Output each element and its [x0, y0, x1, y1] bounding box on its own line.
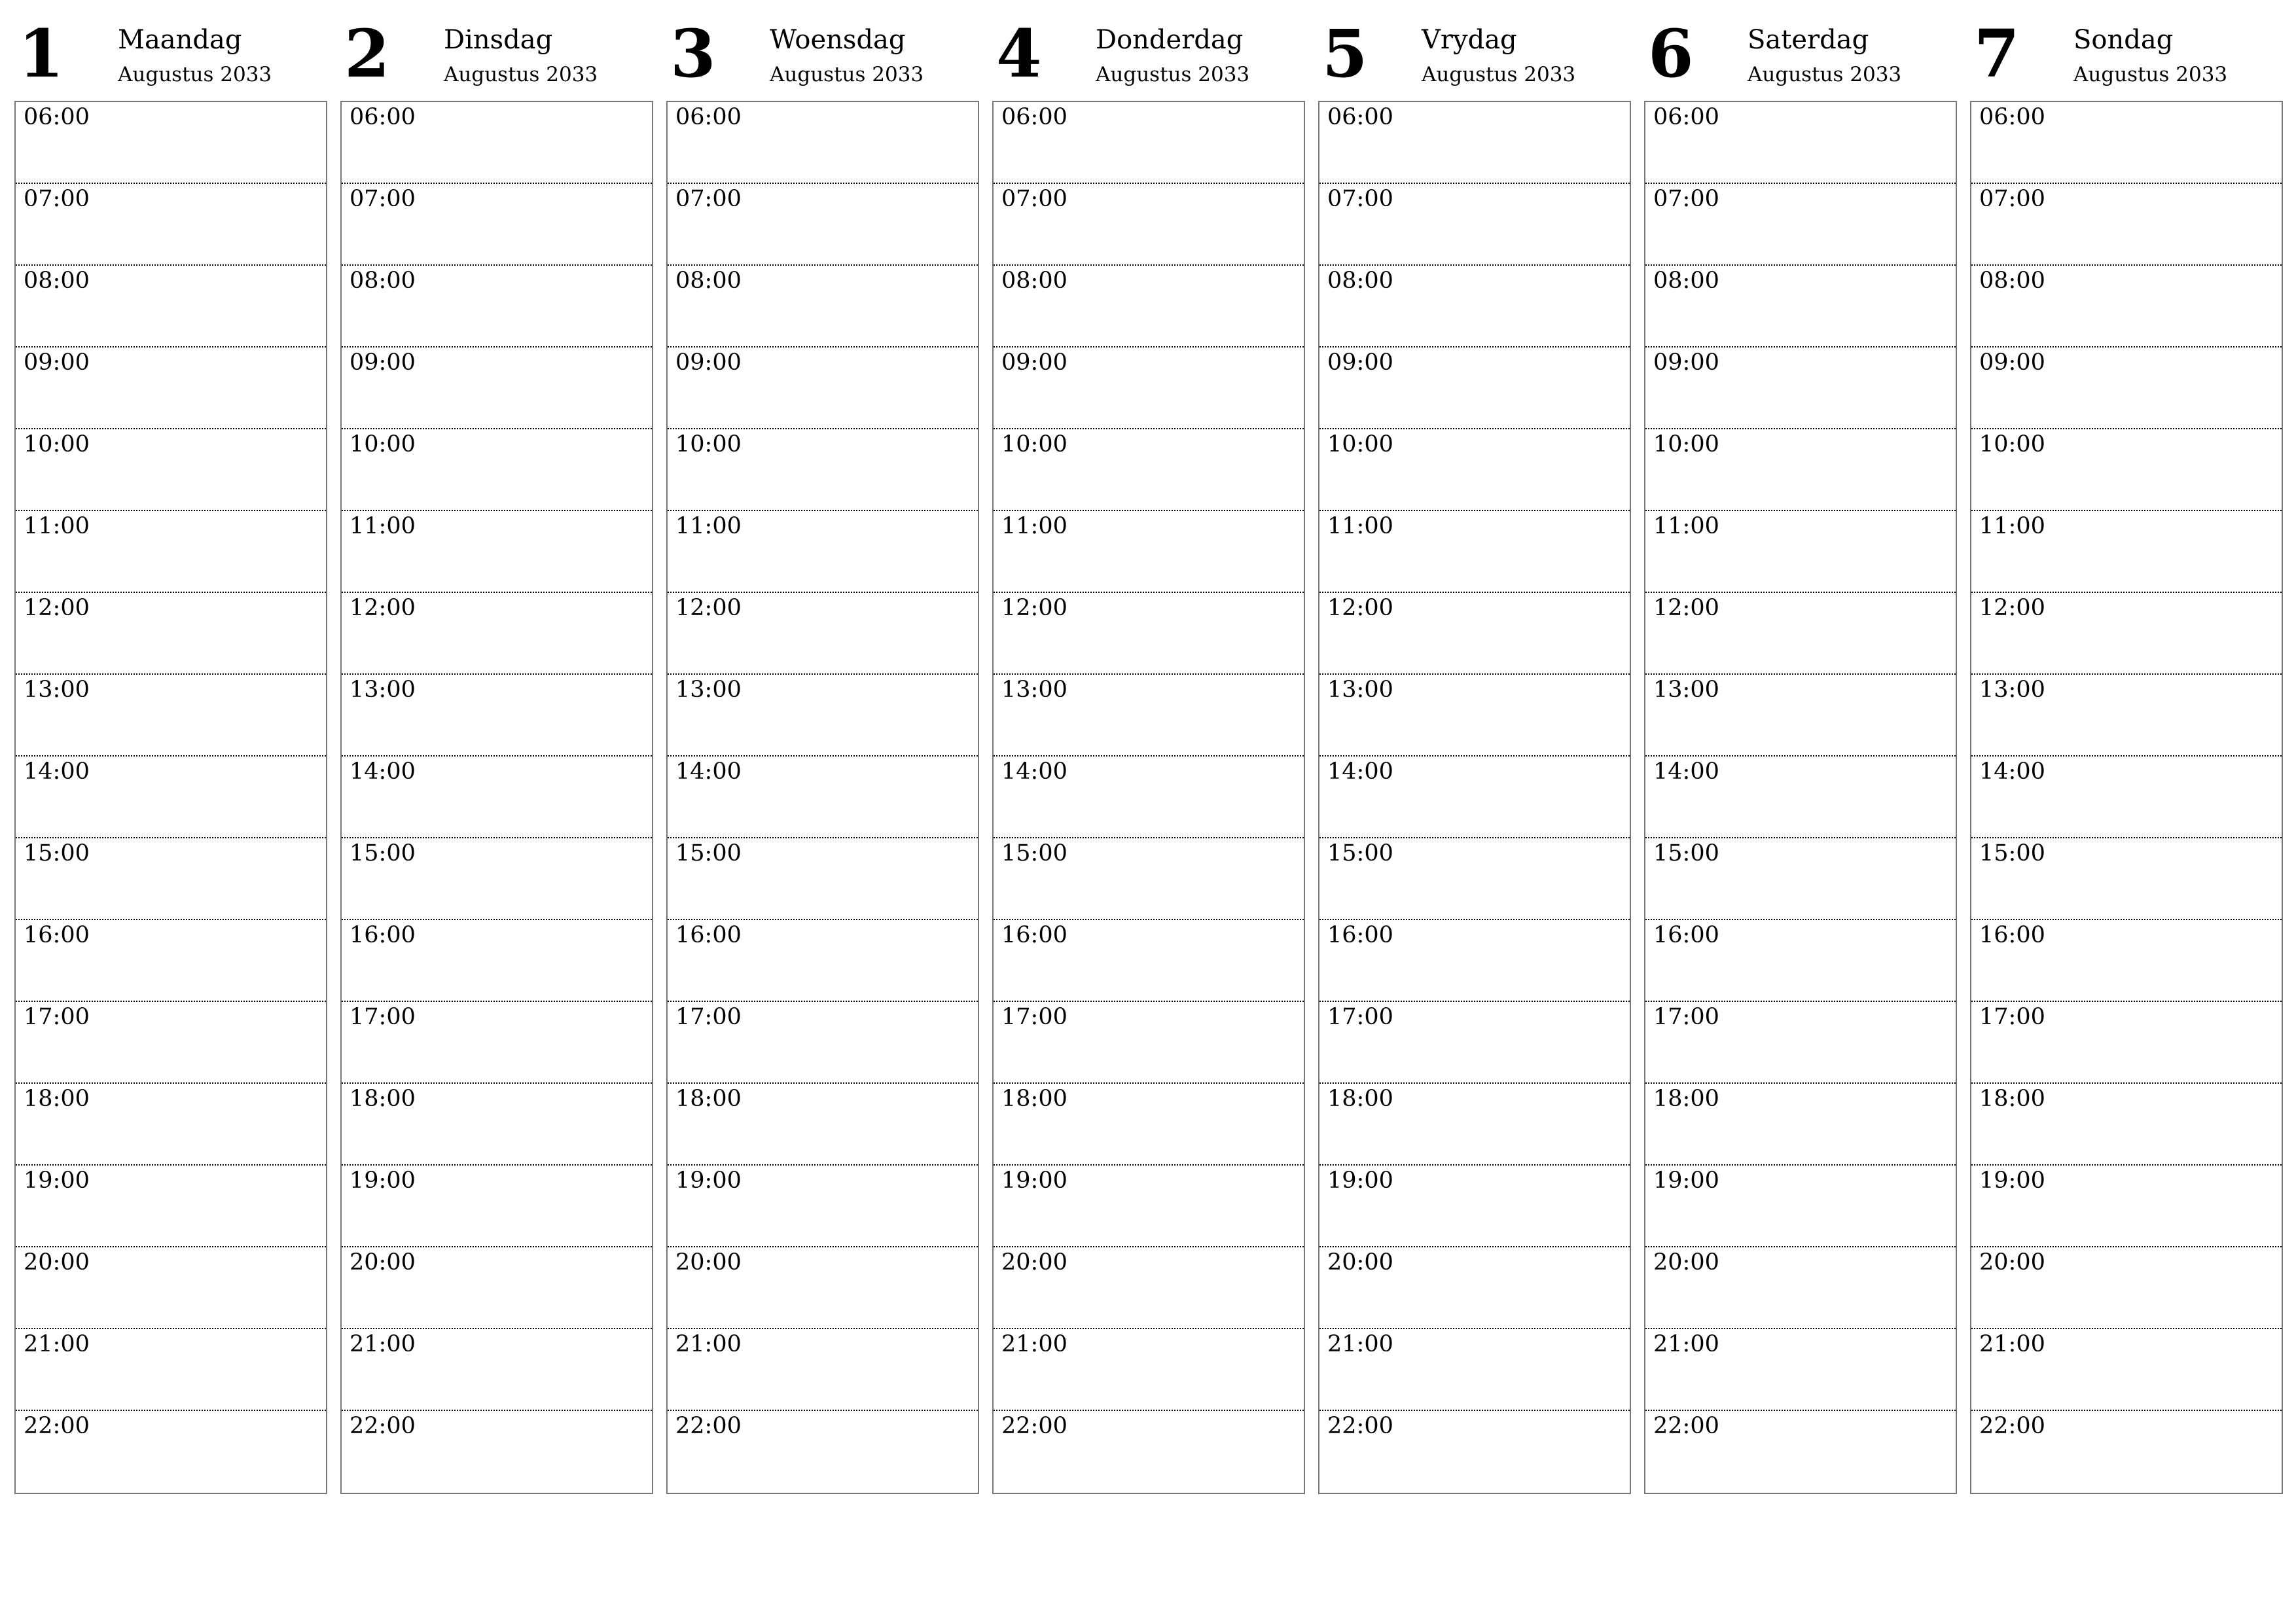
hour-slot[interactable]	[16, 920, 326, 1002]
hour-slot[interactable]	[342, 1002, 652, 1084]
hour-label: 21:00	[675, 1331, 742, 1357]
hour-label: 14:00	[1327, 758, 1393, 785]
hour-slot[interactable]	[1971, 511, 2282, 593]
hour-slot[interactable]	[342, 675, 652, 757]
hour-label: 15:00	[1327, 840, 1393, 866]
hour-label: 19:00	[24, 1168, 90, 1194]
hour-slot[interactable]	[1319, 1084, 1630, 1166]
hour-slot[interactable]	[668, 102, 978, 184]
hour-label: 12:00	[24, 595, 90, 621]
hour-label: 21:00	[1001, 1331, 1067, 1357]
hour-label: 18:00	[1653, 1086, 1719, 1112]
hour-label: 21:00	[1327, 1331, 1393, 1357]
hour-label: 20:00	[1653, 1249, 1719, 1275]
hour-label: 14:00	[1979, 758, 2045, 785]
day-month-label: Augustus 2033	[1096, 63, 1250, 86]
hour-label: 21:00	[1979, 1331, 2045, 1357]
hour-slot[interactable]	[342, 593, 652, 675]
hour-label: 17:00	[24, 1004, 90, 1030]
hour-label: 15:00	[24, 840, 90, 866]
hour-slot[interactable]	[1645, 1411, 1956, 1493]
hour-slot[interactable]	[668, 920, 978, 1002]
day-name: Dinsdag	[444, 25, 553, 55]
day-number: 4	[996, 15, 1042, 92]
hour-label: 06:00	[675, 104, 742, 130]
hour-label: 07:00	[675, 186, 742, 212]
hour-slot[interactable]	[1319, 920, 1630, 1002]
hour-slot[interactable]	[1645, 348, 1956, 429]
hour-slot[interactable]	[668, 1247, 978, 1329]
hour-slot[interactable]	[1319, 757, 1630, 838]
hour-label: 09:00	[1001, 349, 1067, 376]
hour-label: 18:00	[1001, 1086, 1067, 1112]
hour-slot[interactable]	[1971, 593, 2282, 675]
hour-slot[interactable]	[1971, 184, 2282, 266]
hour-slot[interactable]	[1645, 1247, 1956, 1329]
hour-label: 11:00	[675, 513, 742, 539]
day-name: Donderdag	[1096, 25, 1244, 55]
hour-slot[interactable]	[1645, 1084, 1956, 1166]
hour-slot[interactable]	[1645, 1329, 1956, 1411]
hour-label: 08:00	[24, 268, 90, 294]
hour-slot[interactable]	[1971, 102, 2282, 184]
hour-slot[interactable]	[342, 920, 652, 1002]
hour-slot[interactable]	[1971, 757, 2282, 838]
hour-label: 07:00	[1001, 186, 1067, 212]
hour-label: 08:00	[1001, 268, 1067, 294]
hour-label: 13:00	[1327, 677, 1393, 703]
hour-slot[interactable]	[994, 757, 1304, 838]
hour-label: 17:00	[1327, 1004, 1393, 1030]
hour-slot[interactable]	[668, 1329, 978, 1411]
hour-label: 19:00	[1327, 1168, 1393, 1194]
hour-slot[interactable]	[16, 1002, 326, 1084]
hour-label: 09:00	[675, 349, 742, 376]
hour-label: 11:00	[24, 513, 90, 539]
hour-slot[interactable]	[16, 757, 326, 838]
hour-label: 07:00	[1979, 186, 2045, 212]
hour-slot[interactable]	[668, 184, 978, 266]
day-number: 1	[18, 15, 64, 92]
hour-label: 18:00	[1979, 1086, 2045, 1112]
hour-slot[interactable]	[668, 1166, 978, 1247]
hour-label: 15:00	[1653, 840, 1719, 866]
hour-label: 12:00	[1979, 595, 2045, 621]
hour-label: 16:00	[1979, 922, 2045, 948]
hour-label: 14:00	[24, 758, 90, 785]
hour-slot[interactable]	[16, 429, 326, 511]
day-month-label: Augustus 2033	[1748, 63, 1902, 86]
hour-slot[interactable]	[1645, 266, 1956, 348]
hour-slot[interactable]	[1319, 1247, 1630, 1329]
hour-slot[interactable]	[994, 429, 1304, 511]
hour-label: 07:00	[1327, 186, 1393, 212]
hour-label: 22:00	[1327, 1413, 1393, 1439]
hour-slot[interactable]	[668, 675, 978, 757]
hour-label: 20:00	[1979, 1249, 2045, 1275]
day-column	[1318, 0, 1631, 1499]
hour-label: 06:00	[1979, 104, 2045, 130]
hour-label: 16:00	[350, 922, 416, 948]
day-schedule-box	[1970, 101, 2283, 1494]
hour-slot[interactable]	[668, 511, 978, 593]
hour-label: 14:00	[350, 758, 416, 785]
hour-slot[interactable]	[668, 593, 978, 675]
hour-label: 16:00	[24, 922, 90, 948]
hour-label: 20:00	[350, 1249, 416, 1275]
hour-slot[interactable]	[994, 1329, 1304, 1411]
hour-label: 08:00	[1979, 268, 2045, 294]
hour-slot[interactable]	[1319, 838, 1630, 920]
day-schedule-box	[340, 101, 653, 1494]
day-name: Saterdag	[1748, 25, 1869, 55]
hour-slot[interactable]	[994, 920, 1304, 1002]
hour-slot[interactable]	[1971, 1002, 2282, 1084]
hour-label: 10:00	[1001, 431, 1067, 457]
hour-slot[interactable]	[16, 511, 326, 593]
hour-label: 13:00	[1979, 677, 2045, 703]
hour-label: 17:00	[1653, 1004, 1719, 1030]
hour-slot[interactable]	[16, 1247, 326, 1329]
hour-slot[interactable]	[668, 348, 978, 429]
hour-label: 10:00	[1653, 431, 1719, 457]
hour-label: 06:00	[24, 104, 90, 130]
hour-label: 21:00	[24, 1331, 90, 1357]
hour-slot[interactable]	[16, 593, 326, 675]
hour-slot[interactable]	[16, 184, 326, 266]
hour-slot[interactable]	[994, 1247, 1304, 1329]
hour-slot[interactable]	[16, 838, 326, 920]
day-number: 6	[1648, 15, 1694, 92]
hour-slot[interactable]	[342, 1329, 652, 1411]
hour-label: 15:00	[1979, 840, 2045, 866]
hour-label: 13:00	[675, 677, 742, 703]
hour-slot[interactable]	[994, 266, 1304, 348]
hour-slot[interactable]	[668, 266, 978, 348]
hour-label: 21:00	[1653, 1331, 1719, 1357]
hour-slot[interactable]	[1971, 1166, 2282, 1247]
day-month-label: Augustus 2033	[444, 63, 598, 86]
hour-label: 13:00	[1653, 677, 1719, 703]
hour-label: 15:00	[1001, 840, 1067, 866]
hour-label: 15:00	[675, 840, 742, 866]
hour-label: 11:00	[1979, 513, 2045, 539]
hour-label: 17:00	[1001, 1004, 1067, 1030]
hour-slot[interactable]	[16, 1329, 326, 1411]
hour-label: 12:00	[350, 595, 416, 621]
hour-slot[interactable]	[1319, 429, 1630, 511]
day-schedule-box	[666, 101, 979, 1494]
day-name: Sondag	[2073, 25, 2174, 55]
hour-slot[interactable]	[342, 102, 652, 184]
day-column	[666, 0, 979, 1499]
hour-label: 08:00	[1653, 268, 1719, 294]
hour-label: 15:00	[350, 840, 416, 866]
day-name: Woensdag	[770, 25, 906, 55]
hour-slot[interactable]	[1645, 1002, 1956, 1084]
hour-slot[interactable]	[16, 102, 326, 184]
hour-slot[interactable]	[1319, 1329, 1630, 1411]
hour-slot[interactable]	[342, 1084, 652, 1166]
hour-label: 09:00	[1327, 349, 1393, 376]
hour-slot[interactable]	[1645, 102, 1956, 184]
hour-label: 07:00	[1653, 186, 1719, 212]
hour-slot[interactable]	[1971, 1247, 2282, 1329]
hour-label: 09:00	[350, 349, 416, 376]
hour-slot[interactable]	[668, 1002, 978, 1084]
hour-label: 06:00	[1653, 104, 1719, 130]
hour-slot[interactable]	[668, 1084, 978, 1166]
hour-label: 09:00	[1653, 349, 1719, 376]
hour-label: 20:00	[24, 1249, 90, 1275]
hour-label: 18:00	[350, 1086, 416, 1112]
hour-slot[interactable]	[1971, 920, 2282, 1002]
hour-slot[interactable]	[342, 511, 652, 593]
day-number: 5	[1322, 15, 1368, 92]
day-month-label: Augustus 2033	[118, 63, 272, 86]
day-month-label: Augustus 2033	[2073, 63, 2228, 86]
hour-slot[interactable]	[994, 1084, 1304, 1166]
hour-label: 20:00	[1327, 1249, 1393, 1275]
hour-label: 13:00	[350, 677, 416, 703]
hour-label: 14:00	[1653, 758, 1719, 785]
day-schedule-box	[1644, 101, 1957, 1494]
hour-label: 19:00	[1001, 1168, 1067, 1194]
hour-label: 10:00	[675, 431, 742, 457]
hour-slot[interactable]	[1645, 920, 1956, 1002]
hour-slot[interactable]	[1971, 675, 2282, 757]
day-column	[1644, 0, 1957, 1499]
hour-slot[interactable]	[1319, 102, 1630, 184]
hour-slot[interactable]	[1971, 348, 2282, 429]
hour-slot[interactable]	[16, 266, 326, 348]
hour-label: 16:00	[1327, 922, 1393, 948]
hour-slot[interactable]	[342, 1166, 652, 1247]
hour-label: 09:00	[24, 349, 90, 376]
hour-slot[interactable]	[342, 838, 652, 920]
hour-label: 18:00	[24, 1086, 90, 1112]
hour-label: 17:00	[675, 1004, 742, 1030]
hour-label: 19:00	[1653, 1168, 1719, 1194]
hour-label: 14:00	[1001, 758, 1067, 785]
hour-label: 10:00	[24, 431, 90, 457]
day-number: 3	[670, 15, 716, 92]
day-number: 2	[344, 15, 390, 92]
hour-slot[interactable]	[16, 1411, 326, 1493]
hour-slot[interactable]	[1319, 593, 1630, 675]
hour-label: 17:00	[1979, 1004, 2045, 1030]
hour-slot[interactable]	[994, 348, 1304, 429]
hour-label: 20:00	[675, 1249, 742, 1275]
hour-label: 18:00	[675, 1086, 742, 1112]
hour-label: 11:00	[1001, 513, 1067, 539]
hour-label: 12:00	[1653, 595, 1719, 621]
hour-slot[interactable]	[994, 102, 1304, 184]
hour-slot[interactable]	[16, 348, 326, 429]
hour-label: 11:00	[1653, 513, 1719, 539]
hour-slot[interactable]	[1319, 266, 1630, 348]
hour-slot[interactable]	[994, 184, 1304, 266]
hour-label: 08:00	[675, 268, 742, 294]
hour-label: 07:00	[350, 186, 416, 212]
hour-slot[interactable]	[1971, 1411, 2282, 1493]
hour-label: 22:00	[1001, 1413, 1067, 1439]
hour-label: 13:00	[24, 677, 90, 703]
day-name: Vrydag	[1422, 25, 1517, 55]
hour-label: 19:00	[675, 1168, 742, 1194]
hour-slot[interactable]	[668, 838, 978, 920]
hour-slot[interactable]	[1971, 838, 2282, 920]
hour-slot[interactable]	[342, 348, 652, 429]
day-column	[14, 0, 327, 1499]
hour-label: 18:00	[1327, 1086, 1393, 1112]
hour-label: 19:00	[350, 1168, 416, 1194]
hour-slot[interactable]	[668, 757, 978, 838]
hour-label: 06:00	[1001, 104, 1067, 130]
hour-label: 12:00	[1327, 595, 1393, 621]
hour-label: 16:00	[1653, 922, 1719, 948]
day-number: 7	[1974, 15, 2020, 92]
hour-label: 10:00	[1979, 431, 2045, 457]
hour-label: 08:00	[350, 268, 416, 294]
hour-slot[interactable]	[668, 429, 978, 511]
hour-slot[interactable]	[1645, 838, 1956, 920]
hour-slot[interactable]	[994, 511, 1304, 593]
hour-slot[interactable]	[994, 1166, 1304, 1247]
hour-slot[interactable]	[1319, 511, 1630, 593]
hour-slot[interactable]	[994, 1002, 1304, 1084]
hour-label: 10:00	[350, 431, 416, 457]
hour-label: 20:00	[1001, 1249, 1067, 1275]
hour-label: 17:00	[350, 1004, 416, 1030]
hour-label: 22:00	[675, 1413, 742, 1439]
hour-label: 12:00	[675, 595, 742, 621]
hour-label: 22:00	[350, 1413, 416, 1439]
hour-slot[interactable]	[994, 675, 1304, 757]
day-schedule-box	[992, 101, 1305, 1494]
day-column	[340, 0, 653, 1499]
hour-slot[interactable]	[1971, 266, 2282, 348]
hour-label: 08:00	[1327, 268, 1393, 294]
hour-slot[interactable]	[1971, 1329, 2282, 1411]
hour-label: 06:00	[350, 104, 416, 130]
hour-slot[interactable]	[1319, 1411, 1630, 1493]
hour-slot[interactable]	[1645, 429, 1956, 511]
hour-slot[interactable]	[1319, 184, 1630, 266]
hour-slot[interactable]	[1645, 511, 1956, 593]
hour-slot[interactable]	[342, 757, 652, 838]
hour-label: 16:00	[1001, 922, 1067, 948]
hour-slot[interactable]	[1319, 1166, 1630, 1247]
hour-slot[interactable]	[1319, 675, 1630, 757]
hour-label: 11:00	[350, 513, 416, 539]
hour-slot[interactable]	[16, 675, 326, 757]
hour-slot[interactable]	[994, 593, 1304, 675]
hour-slot[interactable]	[342, 429, 652, 511]
day-schedule-box	[1318, 101, 1631, 1494]
hour-slot[interactable]	[1645, 675, 1956, 757]
hour-slot[interactable]	[1319, 348, 1630, 429]
hour-slot[interactable]	[16, 1084, 326, 1166]
hour-label: 12:00	[1001, 595, 1067, 621]
day-month-label: Augustus 2033	[770, 63, 924, 86]
hour-slot[interactable]	[668, 1411, 978, 1493]
hour-slot[interactable]	[16, 1166, 326, 1247]
hour-label: 13:00	[1001, 677, 1067, 703]
hour-slot[interactable]	[342, 266, 652, 348]
hour-slot[interactable]	[1319, 1002, 1630, 1084]
hour-label: 19:00	[1979, 1168, 2045, 1194]
hour-label: 10:00	[1327, 431, 1393, 457]
hour-slot[interactable]	[1645, 593, 1956, 675]
hour-label: 09:00	[1979, 349, 2045, 376]
hour-slot[interactable]	[342, 1411, 652, 1493]
hour-slot[interactable]	[342, 1247, 652, 1329]
hour-label: 22:00	[24, 1413, 90, 1439]
hour-label: 07:00	[24, 186, 90, 212]
hour-slot[interactable]	[1645, 1166, 1956, 1247]
hour-slot[interactable]	[994, 1411, 1304, 1493]
hour-slot[interactable]	[1645, 757, 1956, 838]
hour-label: 14:00	[675, 758, 742, 785]
hour-label: 06:00	[1327, 104, 1393, 130]
hour-label: 21:00	[350, 1331, 416, 1357]
hour-label: 22:00	[1979, 1413, 2045, 1439]
hour-slot[interactable]	[1971, 1084, 2282, 1166]
hour-slot[interactable]	[1971, 429, 2282, 511]
hour-label: 22:00	[1653, 1413, 1719, 1439]
hour-slot[interactable]	[342, 184, 652, 266]
hour-label: 16:00	[675, 922, 742, 948]
day-month-label: Augustus 2033	[1422, 63, 1576, 86]
day-column	[1970, 0, 2283, 1499]
hour-slot[interactable]	[1645, 184, 1956, 266]
hour-slot[interactable]	[994, 838, 1304, 920]
hour-label: 11:00	[1327, 513, 1393, 539]
day-schedule-box	[14, 101, 327, 1494]
day-column	[992, 0, 1305, 1499]
day-name: Maandag	[118, 25, 242, 55]
